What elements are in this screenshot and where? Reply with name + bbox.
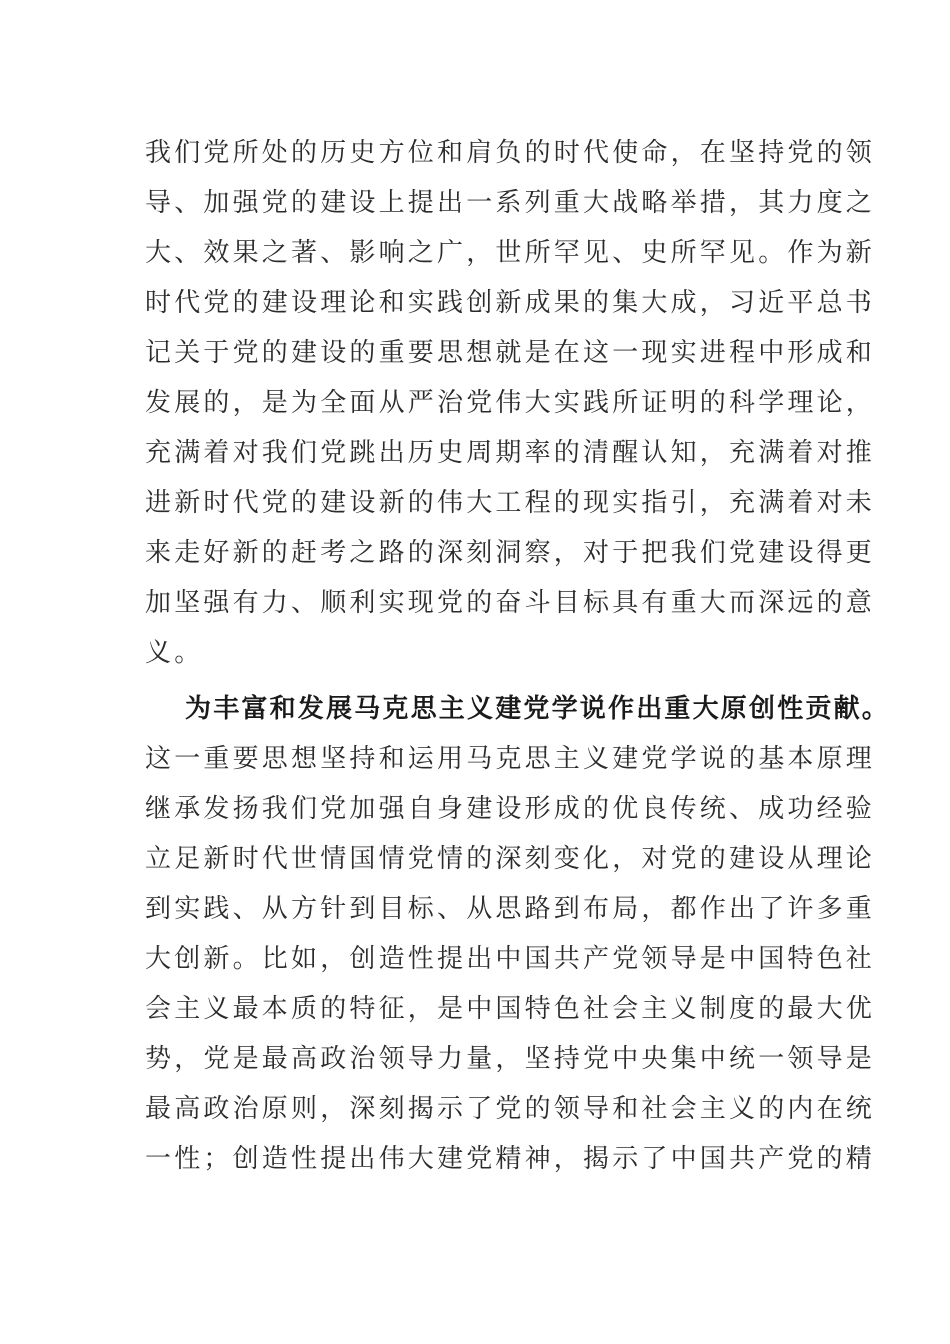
text-line: 立足新时代世情国情党情的深刻变化，对党的建设从理论	[145, 844, 876, 874]
section-heading: 为丰富和发展马克思主义建党学说作出重大原创性贡献。	[185, 694, 891, 724]
text-line: 势，党是最高政治领导力量，坚持党中央集中统一领导是	[145, 1044, 876, 1074]
text-line: 进新时代党的建设新的伟大工程的现实指引，充满着对未	[145, 488, 876, 518]
text-line: 加坚强有力、顺利实现党的奋斗目标具有重大而深远的意	[145, 588, 876, 618]
text-line: 导、加强党的建设上提出一系列重大战略举措，其力度之	[145, 188, 876, 218]
text-line: 时代党的建设理论和实践创新成果的集大成，习近平总书	[145, 288, 876, 318]
text-line: 大创新。比如，创造性提出中国共产党领导是中国特色社	[145, 944, 876, 974]
text-line: 我们党所处的历史方位和肩负的时代使命，在坚持党的领	[145, 138, 876, 168]
text-line: 发展的，是为全面从严治党伟大实践所证明的科学理论，	[145, 388, 876, 418]
text-line: 到实践、从方针到目标、从思路到布局，都作出了许多重	[145, 894, 876, 924]
text-line: 一性；创造性提出伟大建党精神，揭示了中国共产党的精	[145, 1144, 876, 1174]
text-line: 来走好新的赶考之路的深刻洞察，对于把我们党建设得更	[145, 538, 876, 568]
text-line: 会主义最本质的特征，是中国特色社会主义制度的最大优	[145, 994, 876, 1024]
text-line: 充满着对我们党跳出历史周期率的清醒认知，充满着对推	[145, 438, 876, 468]
text-line: 继承发扬我们党加强自身建设形成的优良传统、成功经验	[145, 794, 876, 824]
text-line: 这一重要思想坚持和运用马克思主义建党学说的基本原理	[145, 744, 876, 774]
text-line: 大、效果之著、影响之广，世所罕见、史所罕见。作为新	[145, 238, 876, 268]
text-line: 记关于党的建设的重要思想就是在这一现实进程中形成和	[145, 338, 876, 368]
paragraph-2	[145, 684, 891, 1184]
text-line: 义。	[145, 638, 204, 668]
paragraph-1	[145, 128, 876, 678]
text-line: 最高政治原则，深刻揭示了党的领导和社会主义的内在统	[145, 1094, 876, 1124]
